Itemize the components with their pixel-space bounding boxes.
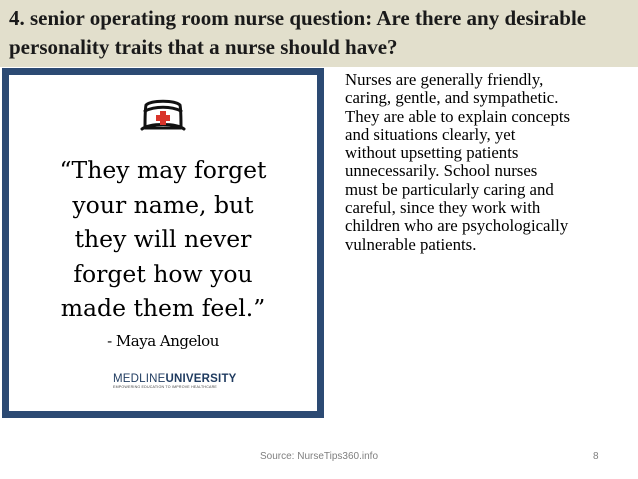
body-text: Nurses are generally friendly, caring, gentle, and sympathetic. They are able to explain concepts and situations clearly, yet without upsetting patients unnecessarily. School nurses must be particularly caring and careful, since they work with children who are psychologically vulnerable patients. [345,70,571,254]
slide-title: 4. senior operating room nurse question: Are there any desirable personality traits that a nurse should have? [9,6,587,59]
quote-author: - Maya Angelou [107,332,219,350]
medline-university-logo [113,373,237,390]
brand-name-bold: UNIVERSITY [165,373,237,385]
quote-text: “They may forget your name, but they will never forget how you made them feel.” [59,156,267,323]
brand-name [113,373,237,385]
nurse-cap-icon [140,98,186,132]
title-bar [0,0,638,67]
footer-source: Source: NurseTips360.info [259,451,379,462]
brand-name-light: MEDLINE [113,373,166,385]
page-number: 8 [593,451,599,462]
brand-tagline: EMPOWERING EDUCATION TO IMPROVE HEALTHCARE [113,385,217,389]
quote-card [2,68,324,418]
